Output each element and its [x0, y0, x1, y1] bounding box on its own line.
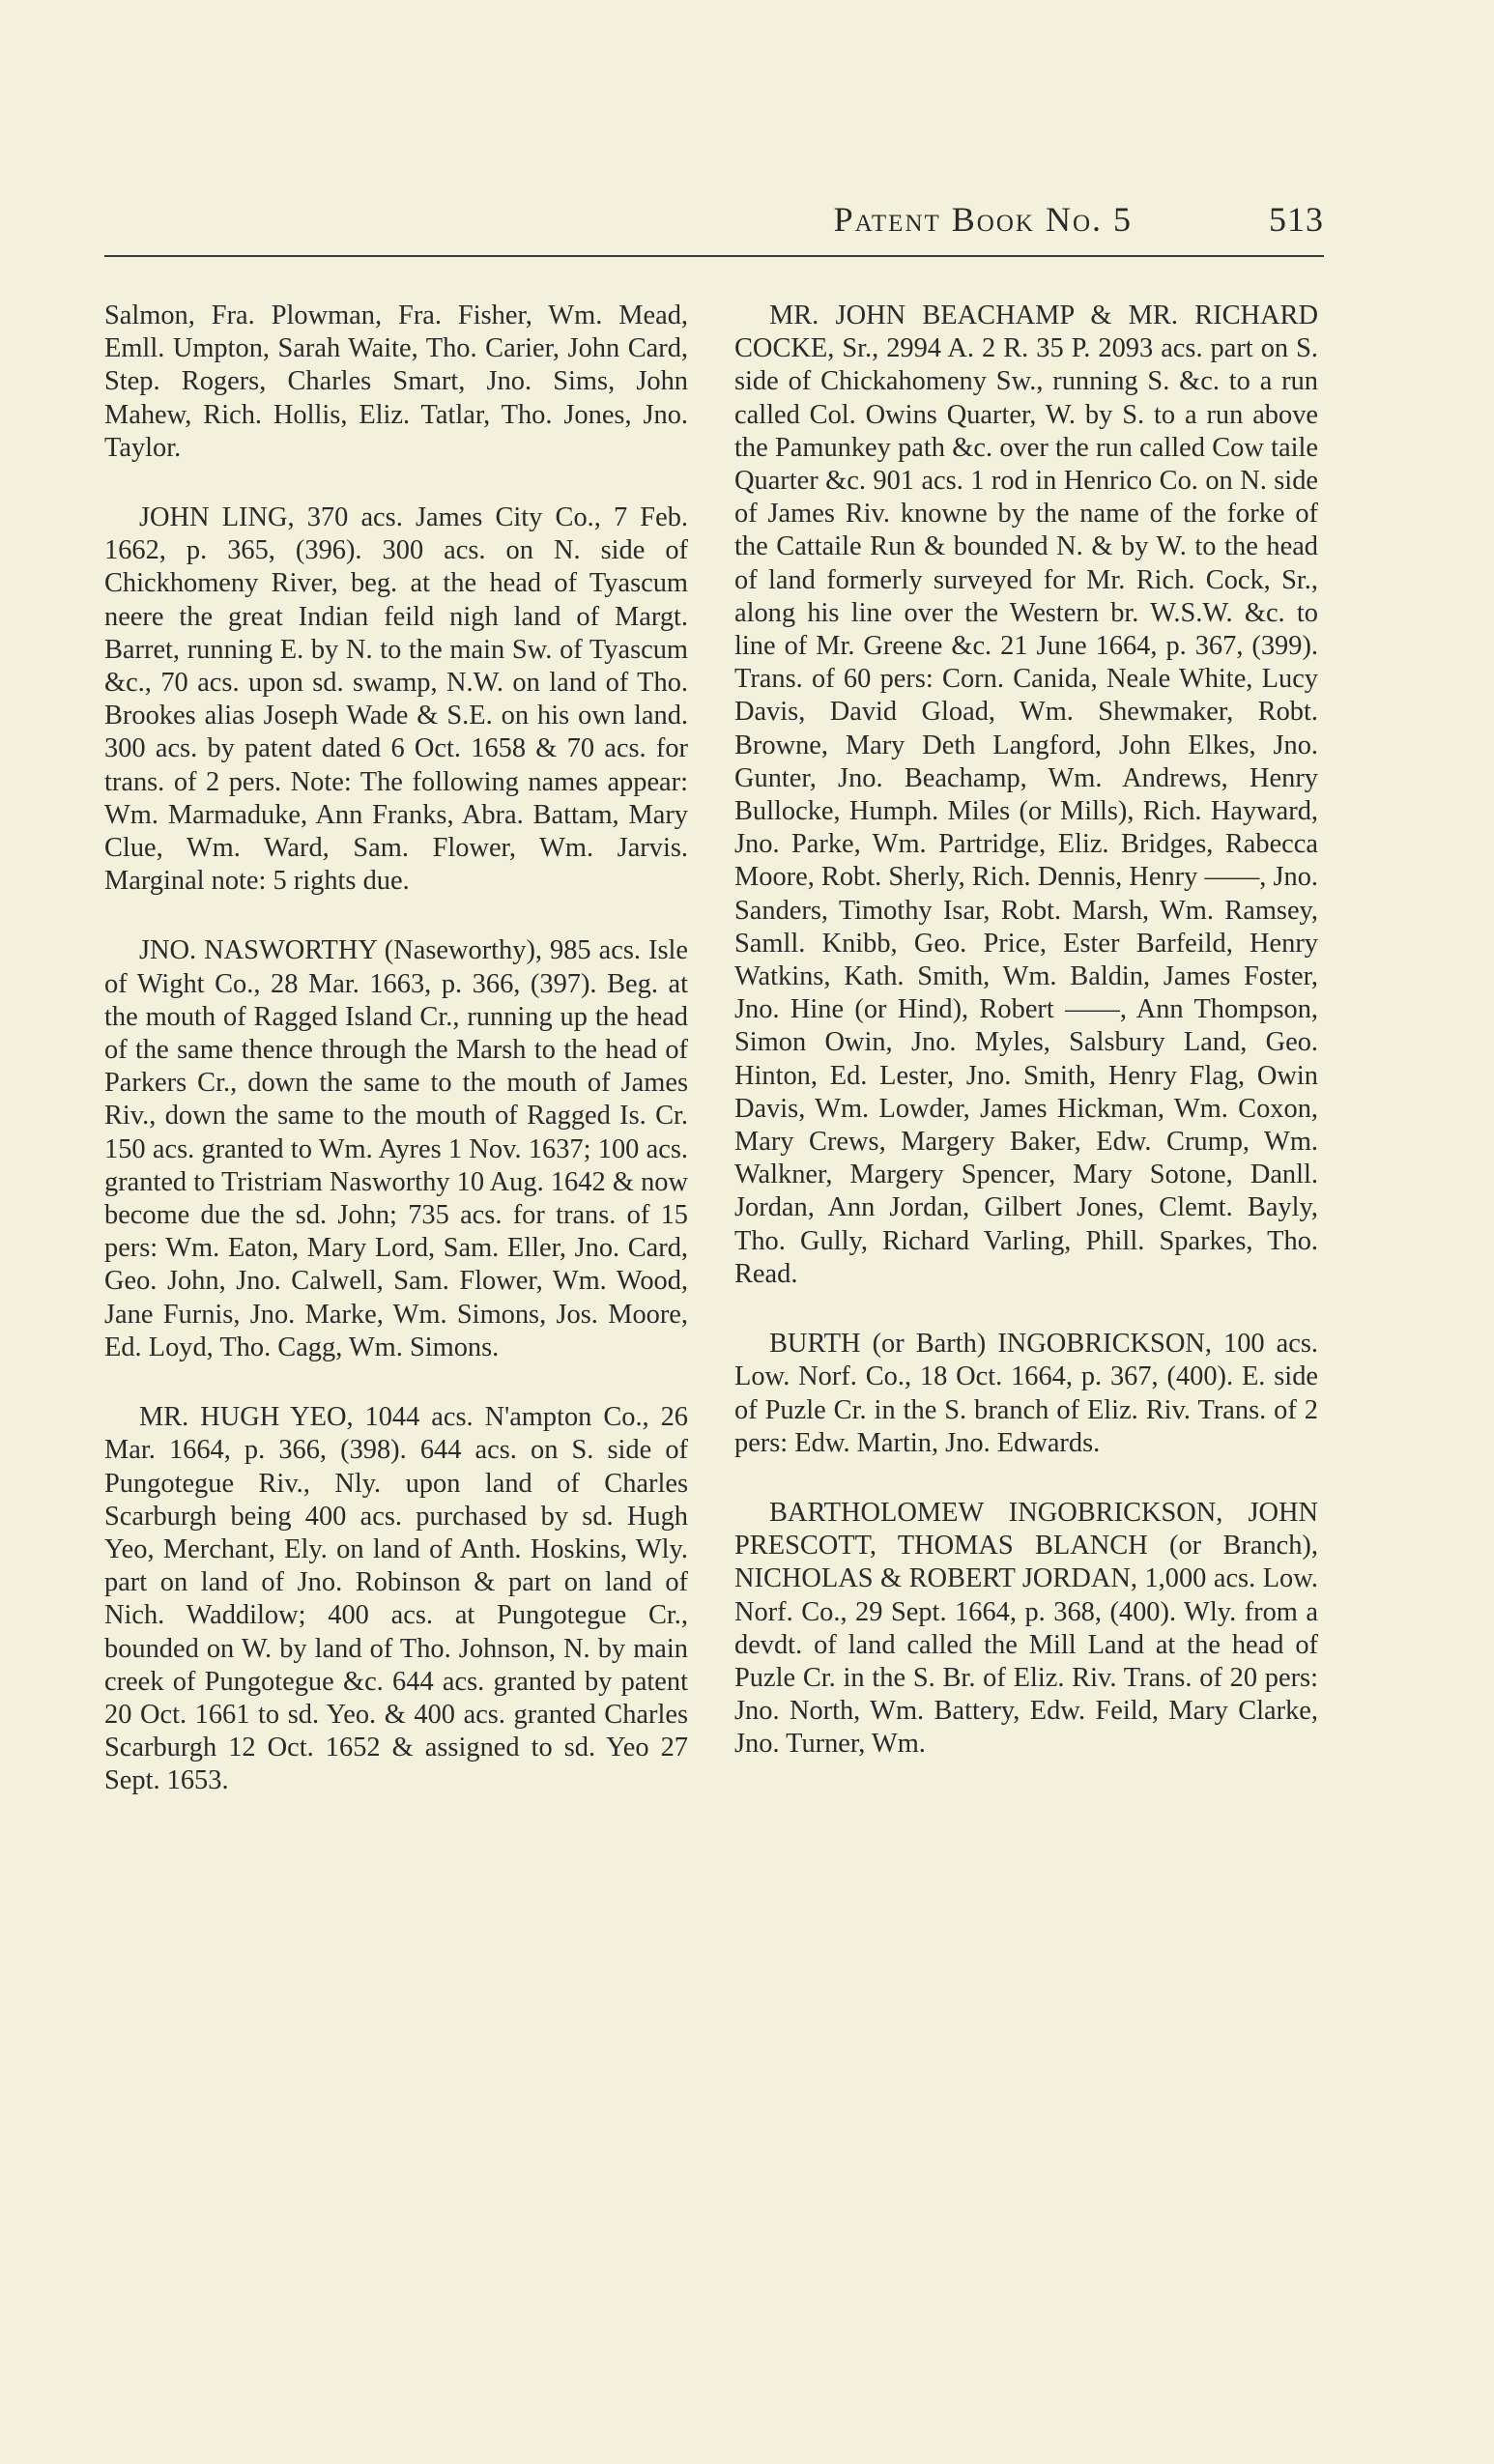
header-rule	[104, 255, 1324, 257]
entry-beachamp-cocke: MR. JOHN BEACHAMP & MR. RICHARD COCKE, Sr., 2994 A. 2 R. 35 P. 2093 acs. part on S. side of Chickahomeny Sw., running S. &c. to a run called Col. Owins Quarter, W. by S. to a run above the Pamunkey path &c. over the run called Cow taile Quarter &c. 901 acs. 1 rod in Henrico Co. on N. side of James Riv. knowne by the name of the forke of the Cattaile Run & bounded N. & by W. to the head of land formerly surveyed for Mr. Rich. Cock, Sr., along his line over the Western br. W.S.W. &c. to line of Mr. Greene &c. 21 June 1664, p. 367, (399). Trans. of 60 pers: Corn. Canida, Neale White, Lucy Davis, David Gload, Wm. Shewmaker, Robt. Browne, Mary Deth Langford, John Elkes, Jno. Gunter, Jno. Beachamp, Wm. Andrews, Henry Bullocke, Humph. Miles (or Mills), Rich. Hayward, Jno. Parke, Wm. Partridge, Eliz. Bridges, Rabecca Moore, Robt. Sherly, Rich. Dennis, Henry ——, Jno. Sanders, Timothy Isar, Robt. Marsh, Wm. Ramsey, Samll. Knibb, Geo. Price, Ester Barfeild, Henry Watkins, Kath. Smith, Wm. Baldin, James Foster, Jno. Hine (or Hind), Robert ——, Ann Thompson, Simon Owin, Jno. Myles, Salsbury Land, Geo. Hinton, Ed. Lester, Jno. Smith, Henry Flag, Owin Davis, Wm. Lowder, James Hickman, Wm. Coxon, Mary Crews, Margery Baker, Edw. Crump, Wm. Walkner, Margery Spencer, Mary Sotone, Danll. Jordan, Ann Jordan, Gilbert Jones, Clemt. Bayly, Tho. Gully, Richard Varling, Phill. Sparkes, Tho. Read.	[734, 301, 1318, 1289]
entry-bartholomew-ingobrickson: BARTHOLOMEW INGOBRICKSON, JOHN PRESCOTT, THOMAS BLANCH (or Branch), NICHOLAS & ROBERT JORDAN, 1,000 acs. Low. Norf. Co., 29 Sept. 1664, p. 368, (400). Wly. from a devdt. of land called the Mill Land at the head of Puzle Cr. in the S. Br. of Eliz. Riv. Trans. of 20 pers: Jno. North, Wm. Battery, Edw. Feild, Mary Clarke, Jno. Turner, Wm.	[734, 1497, 1318, 1760]
right-column	[734, 300, 1318, 1798]
entry-burth-ingobrickson: BURTH (or Barth) INGOBRICKSON, 100 acs. Low. Norf. Co., 18 Oct. 1664, p. 367, (400). E. side of Puzle Cr. in the S. branch of Eliz. Riv. Trans. of 2 pers: Edw. Martin, Jno. Edwards.	[734, 1329, 1318, 1458]
page-number: 513	[1269, 200, 1324, 239]
entry-jno-nasworthy: JNO. NASWORTHY (Naseworthy), 985 acs. Isle of Wight Co., 28 Mar. 1663, p. 366, (397). Beg. at the mouth of Ragged Island Cr., running up the head of the same thence through the Marsh to the head of Parkers Cr., down the same to the mouth of James Riv., down the same to the mouth of Ragged Is. Cr. 150 acs. granted to Wm. Ayres 1 Nov. 1637; 100 acs. granted to Tristriam Nasworthy 10 Aug. 1642 & now become due the sd. John; 735 acs. for trans. of 15 pers: Wm. Eaton, Mary Lord, Sam. Eller, Jno. Card, Geo. John, Jno. Calwell, Sam. Flower, Wm. Wood, Jane Furnis, Jno. Marke, Wm. Simons, Jos. Moore, Ed. Loyd, Tho. Cagg, Wm. Simons.	[104, 935, 688, 1362]
left-column	[104, 300, 688, 1835]
entry-hugh-yeo: MR. HUGH YEO, 1044 acs. N'ampton Co., 26 Mar. 1664, p. 366, (398). 644 acs. on S. side of Pungotegue Riv., Nly. upon land of Charles Scarburgh being 400 acs. purchased by sd. Hugh Yeo, Merchant, Ely. on land of Anth. Hoskins, Wly. part on land of Jno. Robinson & part on land of Nich. Waddilow; 400 acs. at Pungotegue Cr., bounded on W. by land of Tho. Johnson, N. by main creek of Pungotegue &c. 644 acs. granted by patent 20 Oct. 1661 to sd. Yeo. & 400 acs. granted Charles Scarburgh 12 Oct. 1652 & assigned to sd. Yeo 27 Sept. 1653.	[104, 1402, 688, 1796]
running-head: Patent Book No. 5	[833, 200, 1133, 239]
entry-continuation: Salmon, Fra. Plowman, Fra. Fisher, Wm. Mead, Emll. Umpton, Sarah Waite, Tho. Carier, John Card, Step. Rogers, Charles Smart, Jno. Sims, John Mahew, Rich. Hollis, Eliz. Tatlar, Tho. Jones, Jno. Taylor.	[104, 301, 688, 463]
page-header	[104, 199, 1324, 253]
entry-john-ling: JOHN LING, 370 acs. James City Co., 7 Feb. 1662, p. 365, (396). 300 acs. on N. side of Chickhomeny River, beg. at the head of Tyascum neere the great Indian feild nigh land of Margt. Barret, running E. by N. to the main Sw. of Tyascum &c., 70 acs. upon sd. swamp, N.W. on land of Tho. Brookes alias Joseph Wade & S.E. on his own land. 300 acs. by patent dated 6 Oct. 1658 & 70 acs. for trans. of 2 pers. Note: The following names appear: Wm. Marmaduke, Ann Franks, Abra. Battam, Mary Clue, Wm. Ward, Sam. Flower, Wm. Jarvis. Marginal note: 5 rights due.	[104, 502, 688, 897]
